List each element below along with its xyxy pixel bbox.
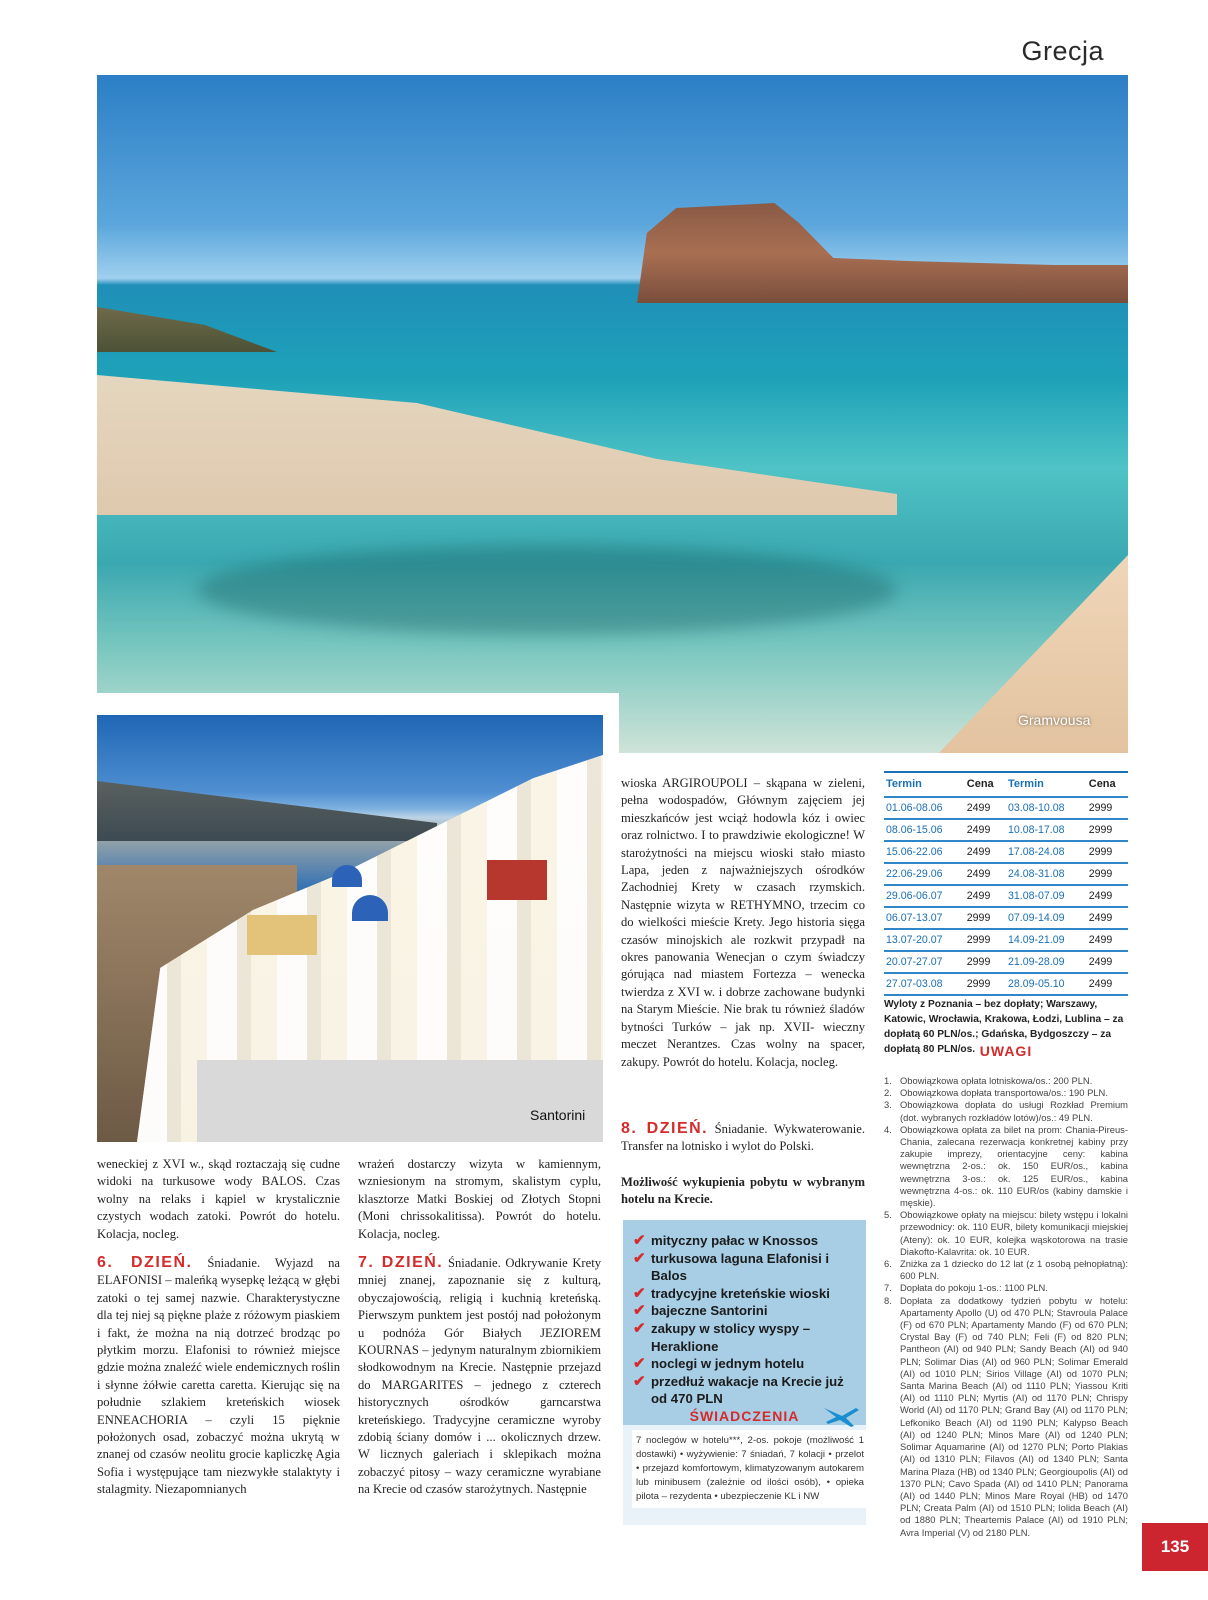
- note-item: [884, 1075, 1128, 1087]
- highlight-label: noclegi w jednym hotelu: [651, 1356, 805, 1372]
- check-icon: ✔: [633, 1302, 646, 1320]
- price-cell: 2999: [965, 951, 1006, 973]
- header-term: Termin: [884, 772, 965, 797]
- paragraph: wrażeń dostarczy wizyta w kamiennym, wzniesionym na stromym, skalistym cyplu, klasztorze Matki Boskiej od Złotych Stopni (Moni chrissokalitissa). Powrót do hotelu. Kolacja, nocleg.: [358, 1157, 601, 1241]
- note-number: 2.: [884, 1087, 892, 1099]
- note-number: 4.: [884, 1123, 892, 1135]
- highlight-item: [633, 1320, 858, 1355]
- note-item: [884, 1087, 1128, 1099]
- paragraph: weneckiej z XVI w., skąd roztaczają się cudne widoki na turkusowe wody BALOS. Czas wolny na relaks i kąpiel w krystalicznie czystych wodach zatoki. Powrót do hotelu. Kolacja, nocleg.: [97, 1157, 340, 1241]
- day7-paragraph: [358, 1254, 601, 1499]
- term-cell: 06.07-13.07: [884, 907, 965, 929]
- column2-intro: [358, 1156, 601, 1243]
- term-cell: 17.08-24.08: [1006, 841, 1087, 863]
- price-cell: 2999: [965, 929, 1006, 951]
- paragraph: wioska ARGIROUPOLI – skąpana w zieleni, pełna wodospadów, Głównym zajęciem jej mieszkańców jest wciąż hodowla kóz i owiec oraz rolnictwo. I to prawdziwie ekologiczne! W starożytności na miejscu wioski stało miasto Lapa, jeden z najważniejszych ośrodków Zachodniej Krety w czasach rzymskich. Następnie wizyta w RETHYMNO, trzecim co do wielkości mieście Krety. Jego historia sięga czasów minojskich ale rozkwit przypadł na okres panowania Wenecjan o czym świadczy górująca nad miastem Fortezza – wenecka twierdza z XVI w. i dobrze zachowane budynki na Starym Mieście. Nie brak tu również śladów bytności Turków – jak np. XVII- wieczny meczet Nerantzes. Czas wolny na spacer, zakupy. Powrót do hotelu. Kolacja, nocleg.: [621, 776, 865, 1069]
- price-cell: 2999: [1087, 841, 1128, 863]
- note-text: Dopłata do pokoju 1-os.: 1100 PLN.: [900, 1282, 1048, 1294]
- note-text: Obowiązkowa dopłata do usługi Rozkład Premium (dot. wybranych rozkładów lotów)/os.: 49 PLN.: [900, 1099, 1128, 1123]
- highlight-item: [633, 1250, 858, 1285]
- term-cell: 01.06-08.06: [884, 797, 965, 819]
- day6-paragraph: [97, 1254, 340, 1499]
- cliff-shape: [637, 203, 1128, 303]
- price-row: [884, 929, 1128, 951]
- term-cell: 08.06-15.06: [884, 819, 965, 841]
- benefits-text: 7 noclegów w hotelu***, 2-os. pokoje (możliwość 1 dostawki) • wyżywienie: 7 śniadań, 7 kolacji • przelot • przejazd komfortowym, klimatyzowanym autokarem lub minibusem (zależnie od ilości osób), • opieka pilota – rezydenta • ubezpieczenie KL i NW: [632, 1430, 868, 1508]
- note-number: 5.: [884, 1209, 892, 1221]
- term-cell: 28.09-05.10: [1006, 973, 1087, 995]
- price-cell: 2999: [965, 973, 1006, 995]
- highlight-item: [633, 1373, 858, 1408]
- benefits-heading: ŚWIADCZENIA: [689, 1408, 800, 1424]
- term-cell: 15.06-22.06: [884, 841, 965, 863]
- santorini-photo: [97, 715, 603, 1142]
- price-row: [884, 973, 1128, 995]
- term-cell: 21.09-28.09: [1006, 951, 1087, 973]
- highlight-label: tradycyjne kreteńskie wioski: [651, 1285, 830, 1301]
- price-row: [884, 907, 1128, 929]
- price-row: [884, 951, 1128, 973]
- price-cell: 2499: [1087, 951, 1128, 973]
- day8-text: Śniadanie. Wykwaterowanie. Transfer na lotnisko i wylot do Polski.: [621, 1122, 865, 1154]
- day7-text: Śniadanie. Odkrywanie Krety mniej znanej, zapoznanie się z kulturą, obyczajowością, religią i kuchnią kreteńską. Pierwszym punktem jest postój nad położonym u podnóża Gór Białych JEZIOREM KOURNAS – jedynym naturalnym zbiornikiem słodkowodnym na Krecie. Następnie przejazd do MARGARITES – jednego z czterech historycznych ośrodków garncarstwa kreteńskiego. Tradycyjne ceramiczne wyroby zdobią ściany domów i ... okolicznych drzew. W licznych galeriach i sklepikach można zobaczyć pitosy – wazy ceramiczne wyrabiane na Krecie od czasów starożytnych. Następnie: [358, 1256, 602, 1497]
- note-item: [884, 1295, 1128, 1539]
- header-price: Cena: [1087, 772, 1128, 797]
- note-text: Zniżka za 1 dziecko do 12 lat (z 1 osobą pełnopłatną): 600 PLN.: [900, 1258, 1128, 1282]
- price-cell: 2499: [965, 885, 1006, 907]
- highlight-item: [633, 1355, 858, 1373]
- highlight-item: [633, 1285, 858, 1303]
- check-icon: ✔: [633, 1249, 646, 1267]
- term-cell: 13.07-20.07: [884, 929, 965, 951]
- note-item: [884, 1209, 1128, 1258]
- price-cell: 2499: [1087, 973, 1128, 995]
- notes-list: [884, 1075, 1128, 1539]
- term-cell: 27.07-03.08: [884, 973, 965, 995]
- price-cell: 2999: [965, 907, 1006, 929]
- day7-heading: 7. DZIEŃ.: [358, 1254, 444, 1271]
- term-cell: 14.09-21.09: [1006, 929, 1087, 951]
- hero-caption: Gramvousa: [1018, 712, 1091, 728]
- term-cell: 22.06-29.06: [884, 863, 965, 885]
- day6-text: Śniadanie. Wyjazd na ELAFONISI – maleńką wysepkę leżącą w głębi zatoki o tej samej nazwie. Charakterystyczne dla tej niej są piękne plaże z różowym piaskiem i fakt, że można na nią dotrzeć brodząc po płytkim morzu. Elafonisi to również miejsce gdzie można znaleźć wiele endemicznych roślin i słynne żółwie caretta caretta. Kierując się na południe szlakiem kreteńskich wiosek ENNEACHORIA – czyli 15 pięknie położonych osad, zobaczyć można ukrytą w znanej od czasów neolitu grocie kapliczkę Agia Sofia i występujące tam niezwykłe stalaktyty i stalagmity. Niezapomnianych: [97, 1256, 341, 1497]
- extension-text: Możliwość wykupienia pobytu w wybranym hotelu na Krecie.: [621, 1175, 865, 1207]
- price-body: [884, 797, 1128, 995]
- day8-paragraph: [621, 1120, 865, 1156]
- red-house: [487, 860, 547, 900]
- island-shape: [97, 781, 437, 841]
- check-icon: ✔: [633, 1372, 646, 1390]
- note-number: 3.: [884, 1099, 892, 1111]
- extension-note: [621, 1174, 865, 1209]
- country-title: Grecja: [1021, 36, 1104, 66]
- day8-heading: 8. DZIEŃ.: [621, 1120, 709, 1137]
- highlight-label: turkusowa laguna Elafonisi i Balos: [651, 1250, 830, 1284]
- highlight-label: przedłuż wakacje na Krecie już od 470 PLN: [651, 1373, 844, 1407]
- plane-icon: [822, 1404, 860, 1428]
- note-item: [884, 1099, 1128, 1123]
- note-text: Obowiązkowe opłaty na miejscu: bilety wstępu i lokalni przewodnicy: ok. 110 EUR, bilety komunikacji miejskiej (Ateny): ok. 10 EUR, kolejka wąskotorowa na trasie Diakofto-Kalavrita: ok. 10 EUR.: [900, 1209, 1128, 1257]
- note-number: 1.: [884, 1075, 892, 1086]
- term-cell: 10.08-17.08: [1006, 819, 1087, 841]
- highlight-label: zakupy w stolicy wyspy – Heraklione: [651, 1320, 811, 1354]
- yellow-house: [247, 915, 317, 955]
- note-item: [884, 1282, 1128, 1294]
- hero-photo-gramvousa: [97, 75, 1128, 753]
- price-cell: 2999: [1087, 819, 1128, 841]
- price-cell: 2999: [1087, 797, 1128, 819]
- note-number: 8.: [884, 1294, 892, 1306]
- note-text: Obowiązkowa opłata lotniskowa/os.: 200 PLN.: [900, 1075, 1093, 1086]
- price-cell: 2499: [965, 797, 1006, 819]
- price-table: [884, 771, 1128, 996]
- column3-day8: [621, 1120, 865, 1156]
- highlight-item: [633, 1232, 858, 1250]
- price-cell: 2499: [965, 819, 1006, 841]
- check-icon: ✔: [633, 1319, 646, 1337]
- note-number: 7.: [884, 1282, 892, 1294]
- column1-intro: [97, 1156, 340, 1243]
- highlight-item: [633, 1302, 858, 1320]
- notes-heading: UWAGI: [979, 1043, 1033, 1059]
- term-cell: 24.08-31.08: [1006, 863, 1087, 885]
- note-text: Obowiązkowa opłata za bilet na prom: Chania-Pireus-Chania, zalecana rezerwacja konkretnej kabiny przy zakupie imprezy, orientacyjne ceny: kabina wewnętrzna 2-os.: ok. 150 EUR/os., kabina wewnętrzna 3-os.: ok. 125 EUR/os., kabina wewnętrzna 4-os.: ok. 110 EUR/os (kabiny damskie i męskie).: [900, 1123, 1128, 1209]
- term-cell: 20.07-27.07: [884, 951, 965, 973]
- price-row: [884, 797, 1128, 819]
- blue-dome: [332, 865, 362, 887]
- highlights-list: [623, 1220, 866, 1408]
- price-cell: 2999: [1087, 863, 1128, 885]
- sand-spit: [97, 375, 897, 515]
- price-cell: 2499: [1087, 885, 1128, 907]
- highlight-label: bajeczne Santorini: [651, 1303, 768, 1319]
- price-row: [884, 841, 1128, 863]
- column2-day7: [358, 1254, 601, 1499]
- term-cell: 29.06-06.07: [884, 885, 965, 907]
- santorini-caption: Santorini: [530, 1107, 586, 1123]
- price-cell: 2499: [1087, 907, 1128, 929]
- terrace-wall: [197, 1060, 603, 1142]
- note-number: 6.: [884, 1258, 892, 1270]
- price-row: [884, 863, 1128, 885]
- header-price: Cena: [965, 772, 1006, 797]
- price-cell: 2499: [965, 841, 1006, 863]
- day6-heading: 6. DZIEŃ.: [97, 1254, 193, 1271]
- price-cell: 2499: [1087, 929, 1128, 951]
- term-cell: 31.08-07.09: [1006, 885, 1087, 907]
- reef-shadow: [197, 545, 897, 635]
- highlight-label: mityczny pałac w Knossos: [651, 1233, 819, 1248]
- price-cell: 2499: [965, 863, 1006, 885]
- column3-intro: [621, 775, 865, 1071]
- note-text: Dopłata za dodatkowy tydzień pobytu w hotelu: Apartamenty Apollo (U) od 470 PLN; Stavroula Palace (F) od 670 PLN; Apartamenty Mando (F) od 670 PLN; Crystal Bay (F) od 740 PLN; Feli (F) od 820 PLN; Pantheon (AI) od 940 PLN; Sandy Beach (AI) od 940 PLN; Solimar Dias (AI) od 960 PLN; Solimar Emerald (AI) od 1010 PLN; Sirios Village (AI) od 1070 PLN; Santa Marina Beach (AI) od 1110 PLN; Yiassou Kriti (AI) od 1110 PLN; Myrtis (AI) od 1170 PLN; Chrispy World (AI) od 1170 PLN; Grand Bay (AI) od 1170 PLN; Lefkoniko Beach (AI) od 1190 PLN; Kalypso Beach (AI) od 1240 PLN; Minos Mare (AI) od 1240 PLN; Solimar Aquamarine (AI) od 1270 PLN; Porto Plakias (AI) od 1310 PLN; Filavos (AI) od 1340 PLN; Santa Marina Plaza (HB) od 1340 PLN; Georgioupolis (AI) od 1370 PLN; Cavo Spada (AI) od 1410 PLN; Panorama (AI) od 1440 PLN; Minos Mare Royal (HB) od 1470 PLN; Creata Palm (AI) od 1510 PLN; Iolida Beach (AI) od 1880 PLN; Theartemis Palace (AI) od 1910 PLN; Avra Imperial (V) od 2180 PLN.: [900, 1294, 1128, 1538]
- price-header-row: [884, 772, 1128, 797]
- header-term: Termin: [1006, 772, 1087, 797]
- hill-shape: [97, 307, 277, 352]
- note-item: [884, 1258, 1128, 1282]
- price-row: [884, 885, 1128, 907]
- note-item: [884, 1124, 1128, 1209]
- column1-day6: [97, 1254, 340, 1499]
- price-row: [884, 819, 1128, 841]
- check-icon: ✔: [633, 1232, 646, 1249]
- check-icon: ✔: [633, 1355, 646, 1373]
- note-text: Obowiązkowa dopłata transportowa/os.: 190 PLN.: [900, 1087, 1108, 1099]
- check-icon: ✔: [633, 1284, 646, 1302]
- page-number: 135: [1142, 1523, 1208, 1571]
- term-cell: 07.09-14.09: [1006, 907, 1087, 929]
- term-cell: 03.08-10.08: [1006, 797, 1087, 819]
- departures-note: Wyloty z Poznania – bez dopłaty; Warszawy, Katowic, Wrocławia, Krakowa, Łodzi, Lublina – za dopłatą 60 PLN/os.; Gdańska, Bydgoszczy – za dopłatą 80 PLN/os.: [884, 999, 1124, 1055]
